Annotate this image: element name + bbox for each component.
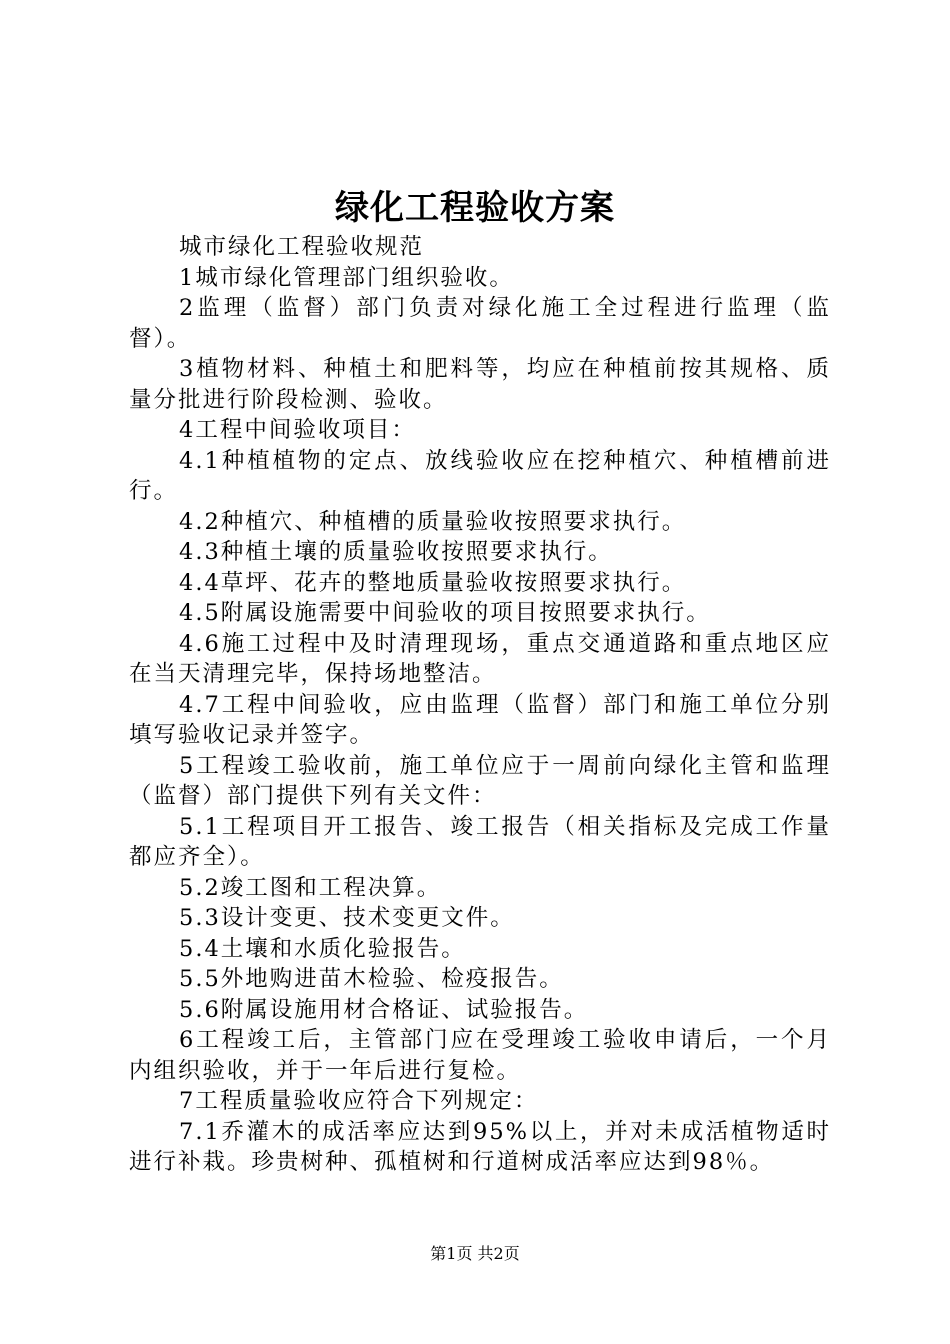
paragraph-4-7: 4.7工程中间验收，应由监理（监督）部门和施工单位分别填写验收记录并签字。 (129, 691, 831, 748)
paragraph-5-3: 5.3设计变更、技术变更文件。 (179, 905, 515, 931)
paragraph-4: 4工程中间验收项目： (179, 417, 416, 443)
paragraph-5-1: 5.1工程项目开工报告、竣工报告（相关指标及完成工作量都应齐全）。 (129, 813, 831, 870)
paragraph-5-2: 5.2竣工图和工程决算。 (179, 874, 442, 901)
paragraph-4-3: 4.3种植土壤的质量验收按照要求执行。 (179, 539, 613, 565)
paragraph-heading: 城市绿化工程验收规范 (179, 234, 425, 260)
paragraph-7: 7工程质量验收应符合下列规定： (179, 1088, 539, 1114)
paragraph-5-6: 5.6附属设施用材合格证、试验报告。 (179, 996, 589, 1023)
paragraph-1: 1城市绿化管理部门组织验收。 (179, 264, 514, 291)
paragraph-5: 5工程竣工验收前，施工单位应于一周前向绿化主管和监理（监督）部门提供下列有关文件： (129, 752, 831, 809)
paragraph-4-2: 4.2种植穴、种植槽的质量验收按照要求执行。 (179, 508, 687, 535)
paragraph-5-4: 5.4土壤和水质化验报告。 (179, 935, 466, 962)
paragraph-5-5: 5.5外地购进苗木检验、检疫报告。 (179, 966, 564, 992)
paragraph-2: 2监理（监督）部门负责对绿化施工全过程进行监理（监督）。 (129, 295, 831, 352)
paragraph-4-6: 4.6施工过程中及时清理现场，重点交通道路和重点地区应在当天清理完毕，保持场地整洁。 (129, 630, 831, 687)
paragraph-3: 3植物材料、种植土和肥料等，均应在种植前按其规格、质量分批进行阶段检测、验收。 (129, 356, 831, 413)
paragraph-4-1: 4.1种植植物的定点、放线验收应在挖种植穴、种植槽前进行。 (129, 447, 831, 504)
page-number-footer: 第1页 共2页 (430, 1244, 520, 1263)
paragraph-6: 6工程竣工后，主管部门应在受理竣工验收申请后，一个月内组织验收，并于一年后进行复检。 (129, 1027, 831, 1084)
document-body (129, 232, 831, 1178)
document-title: 绿化工程验收方案 (335, 188, 615, 228)
paragraph-7-1: 7.1乔灌木的成活率应达到95%以上，并对未成活植物适时进行补栽。珍贵树种、孤植树和行道树成活率应达到98％。 (129, 1118, 831, 1175)
paragraph-4-5: 4.5附属设施需要中间验收的项目按照要求执行。 (179, 600, 711, 626)
paragraph-4-4: 4.4草坪、花卉的整地质量验收按照要求执行。 (179, 569, 687, 596)
